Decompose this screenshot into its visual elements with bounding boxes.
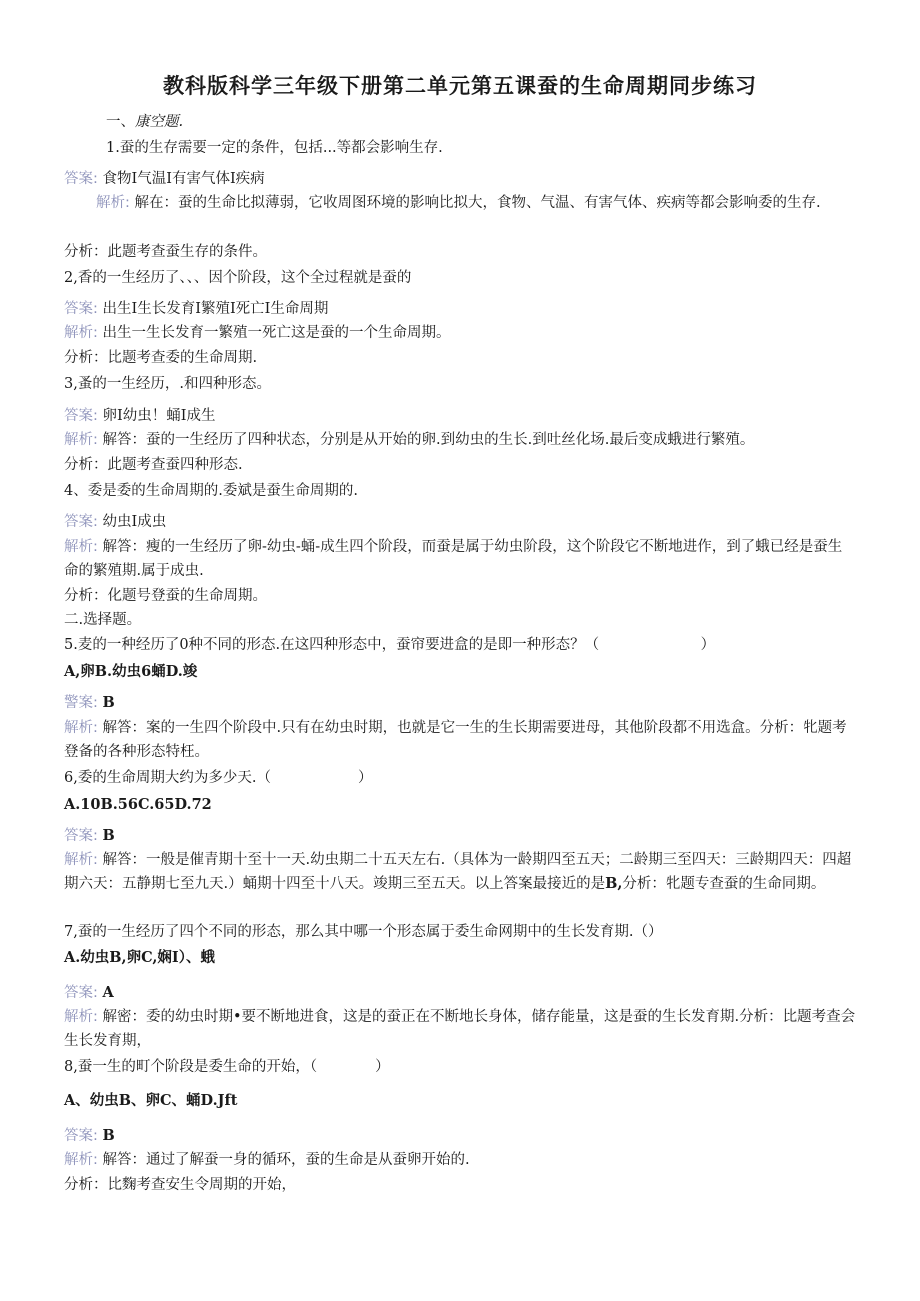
explanation-5 (64, 716, 856, 764)
answer-2 (64, 297, 856, 321)
explain-label: 解析: (64, 1152, 98, 1168)
answer-label: 答案: (64, 301, 98, 317)
answer-3 (64, 404, 856, 428)
explain-text: 解答：一般是催青期十至十一天.幼虫期二十五天左右.（具体为一龄期四至五天；二龄期三至四天：三龄期四天：四超期六天：五静期七至九天.）蛹期十四至十八天。竣期三至五天。以上答案最接近的是 (64, 852, 852, 892)
explanation-1 (64, 191, 856, 215)
answer-text: 出生I生长发育I繁殖I死亡I生命周期 (102, 301, 329, 317)
explain-text: 出生一生长发育一繁殖一死亡这是蚕的一个生命周期。 (102, 325, 451, 341)
answer-label: 答案: (64, 408, 98, 424)
document-title: 教科版科学三年级下册第二单元第五课蚕的生命周期同步练习 (163, 73, 757, 98)
answer-5 (64, 691, 856, 715)
analysis-3: 分析：此题考查蚕四种形态. (64, 457, 243, 473)
explain-label: 解析: (64, 539, 98, 555)
question-8: 8,蚕一生的町个阶段是委生命的开始，（ ） (64, 1059, 390, 1075)
answer-label: 答案: (64, 514, 98, 530)
explain-label: 解析: (64, 432, 98, 448)
answer-text: 食物I气温I有害气体I疾病 (102, 171, 265, 187)
options-5: A,卵B.幼虫6蛹D.竣 (64, 663, 198, 680)
explain-label: 解析: (96, 195, 130, 211)
explain-text: 解在：蚕的生命比拟薄弱，它收周图环境的影响比拟大，食物、气温、有害气体、疾病等都会影响委的生存. (134, 195, 821, 211)
answer-text: 幼虫I成虫 (102, 514, 167, 530)
explain-label: 解析: (64, 720, 98, 736)
analysis-8: 分析：比麴考查安生令周期的开始， (64, 1177, 296, 1193)
explain-text: 解答：蚕的一生经历了四种状态，分别是从开始的卵.到幼虫的生长.到吐丝化场.最后变成蛾进行繁殖。 (102, 432, 755, 448)
question-2: 2,香的一生经历了、、、因个阶段，这个全过程就是蚕的 (64, 270, 412, 286)
question-4: 4、委是委的生命周期的.委斌是蚕生命周期的. (64, 483, 358, 499)
explain-label: 解析: (64, 852, 98, 868)
options-6: A.10B.56C.65D.72 (64, 796, 212, 813)
answer-1 (64, 167, 856, 191)
question-6: 6,委的生命周期大约为多少天.（ ） (64, 770, 373, 786)
explanation-4 (64, 535, 856, 583)
answer-label: 答案: (64, 985, 98, 1001)
section1-heading (106, 110, 898, 134)
explanation-8 (64, 1148, 856, 1172)
question-3: 3,蚤的一生经历，.和四种形态。 (64, 376, 271, 392)
answer-text: A (102, 984, 114, 1001)
answer-label: 答案: (64, 171, 98, 187)
analysis-1: 分析：此题考查蚕生存的条件。 (64, 244, 267, 260)
explain-analysis: 分析：牝题专查蚕的生命同期。 (622, 876, 826, 892)
answer-text: B (102, 694, 115, 711)
explanation-6 (64, 848, 856, 896)
question-5: 5.麦的一种经历了0种不同的形态.在这四种形态中，蚕帘要进盒的是即一种形态？（ ） (64, 637, 716, 653)
section2-heading: 二.选择题。 (64, 612, 142, 628)
section1-label: 康空题. (135, 114, 184, 130)
answer-6 (64, 824, 856, 848)
question-7: 7,蚕的一生经历了四个不同的形态，那么其中哪一个形态属于委生命网期中的生长发育期.（） (64, 924, 663, 940)
explain-text: 解答：通过了解蚕一身的循环，蚕的生命是从蚕卵开始的. (102, 1152, 470, 1168)
answer-label: 警案: (64, 695, 98, 711)
answer-text: B (102, 827, 115, 844)
analysis-2: 分析：比题考查委的生命周期. (64, 350, 258, 366)
options-8: A、幼虫B、卵C、蛹D.Jft (64, 1092, 238, 1109)
explain-label: 解析: (64, 325, 98, 341)
answer-text: B (102, 1127, 115, 1144)
answer-text: 卵I幼虫！蛹I成生 (102, 408, 216, 424)
answer-7 (64, 981, 856, 1005)
analysis-4: 分析：化题号登蚕的生命周期。 (64, 588, 267, 604)
answer-label: 答案: (64, 828, 98, 844)
answer-4 (64, 510, 856, 534)
options-7: A.幼虫B,卵C,娴I）、蛾 (64, 949, 215, 966)
explanation-7 (64, 1005, 856, 1053)
explain-text: 解答：瘦的一生经历了卵-幼虫-蛹-成生四个阶段，而蚕是属于幼虫阶段，这个阶段它不断地进作，到了蛾已经是蚕生命的繁殖期.属于成虫. (64, 539, 843, 579)
section1-number: 一、 (106, 114, 135, 130)
explain-answer: B, (605, 875, 623, 892)
answer-label: 答案: (64, 1128, 98, 1144)
explain-text: 解密：委的幼虫时期•要不断地进食，这是的蚕正在不断地长身体，储存能量，这是蚕的生长发育期.分析：比题考查会生长发育期， (64, 1009, 856, 1049)
explain-label: 解析: (64, 1009, 98, 1025)
question-1: 1.蚕的生存需要一定的条件，包括...等都会影响生存. (106, 140, 443, 156)
explain-text: 解答：案的一生四个阶段中.只有在幼虫时期，也就是它一生的生长期需要进母，其他阶段都不用选盒。分析：牝题考登备的各种形态特枉。 (64, 720, 847, 760)
explanation-2 (64, 321, 856, 345)
explanation-3 (64, 428, 856, 452)
answer-8 (64, 1124, 856, 1148)
